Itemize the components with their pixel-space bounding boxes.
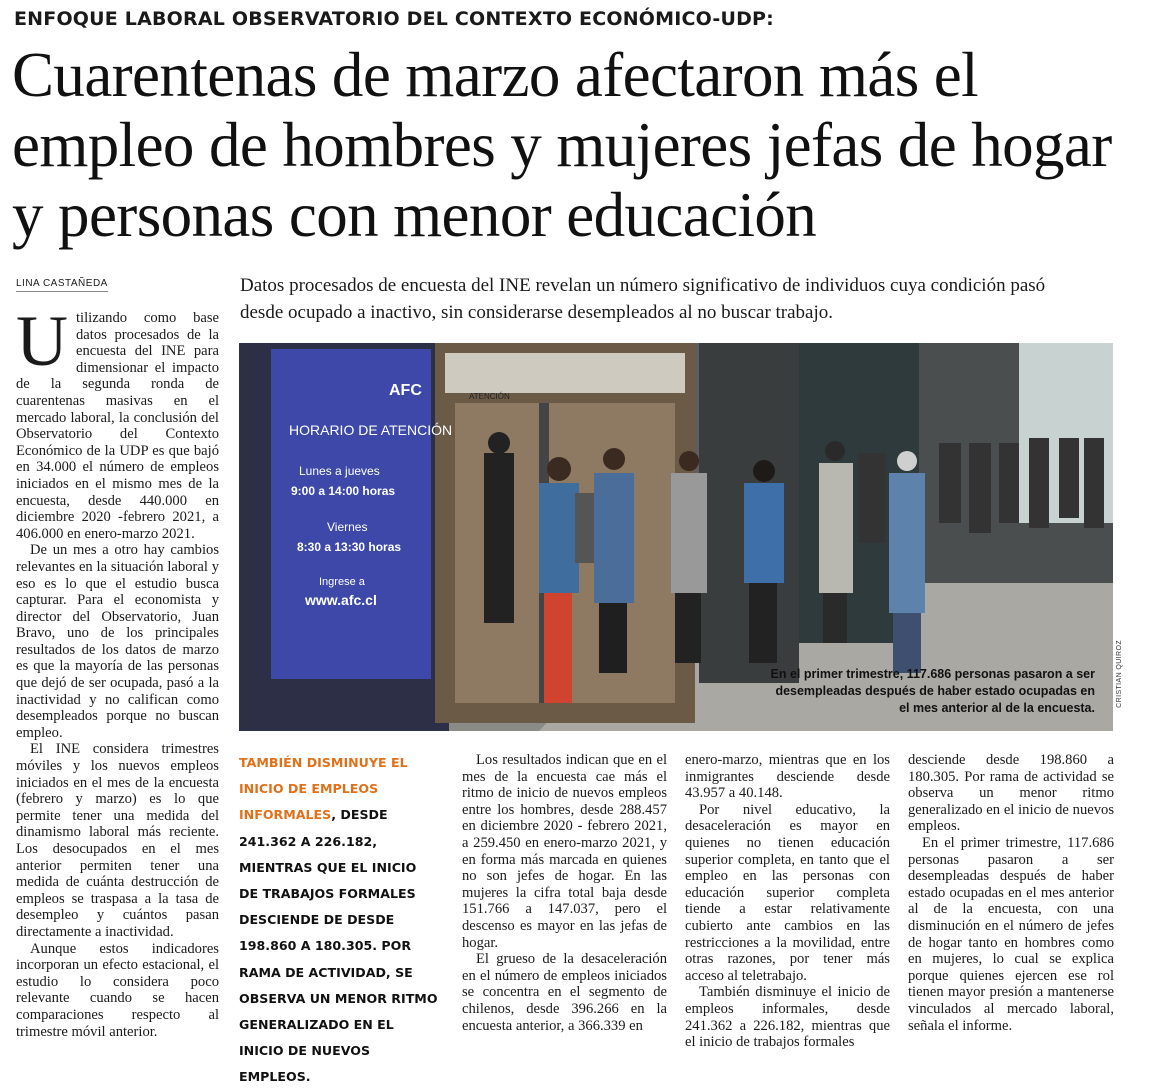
paragraph: De un mes a otro hay cambios relevantes en la situación laboral y eso es lo que el estudio busca capturar. Para el economista y director del Observatorio, Juan Bravo, uno de los principales resultados de los datos de marzo es que la mayoría de las personas que dejó de ser ocupada, pasó a la inactividad y no califican como desempleados porque no buscan empleo.	[16, 542, 219, 741]
sign-days-1: Lunes a jueves	[299, 464, 380, 478]
paragraph: desciende desde 198.860 a 180.305. Por rama de actividad se observa un menor ritmo generalizado en el inicio de nuevos empleos.	[908, 752, 1114, 835]
sign-web-label: Ingrese a	[319, 576, 365, 588]
column-5	[908, 752, 1114, 1034]
afc-logo: AFC	[389, 382, 422, 399]
byline: LINA CASTAÑEDA	[16, 278, 108, 292]
column-4	[685, 752, 890, 1051]
deck: Datos procesados de encuesta del INE revelan un número significativo de individuos cuya condición pasó desde ocupado a inactivo, sin considerarse desempleados al no buscar trabajo.	[240, 275, 1046, 323]
pull-quote-text: , DESDE 241.362 A 226.182, MIENTRAS QUE EL INICIO DE TRABAJOS FORMALES DESCIENDE DE DESDE 198.860 A 180.305. POR RAMA DE ACTIVIDAD, SE OBSERVA UN MENOR RITMO GENERALIZADO EN EL INICIO DE NUEVOS EMPLEOS.	[239, 807, 438, 1085]
sign-web: www.afc.cl	[305, 592, 377, 608]
news-photo	[239, 343, 1113, 731]
column-3	[462, 752, 667, 1034]
paragraph: El grueso de la desaceleración en el número de empleos iniciados se concentra en el segmento de chilenos, desde 396.266 en la encuesta anterior, a 366.339 en	[462, 951, 667, 1034]
kicker: ENFOQUE LABORAL OBSERVATORIO DEL CONTEXTO ECONÓMICO-UDP:	[14, 8, 774, 30]
sign-hours-1: 9:00 a 14:00 horas	[291, 484, 396, 498]
paragraph: El INE considera trimestres móviles y los nuevos empleos iniciados en el mes de la encuesta (febrero y marzo) es lo que permite tener una medida del dinamismo laboral más reciente. Los desocupados en el mes anterior permiten tener una medida de cuánta destrucción de empleos se traspasa a la tasa de desempleo y cuántos pasan directamente a inactividad.	[16, 741, 219, 940]
paragraph	[16, 301, 219, 542]
paragraph-text: tilizando como base datos procesados de la encuesta del INE para dimensionar el impacto de la segunda ronda de cuarentenas masivas en el mercado laboral, la conclusión del Observatorio del Contexto Económico de la UDP es que bajó en 34.000 el número de empleos iniciados en el mismo mes de la encuesta, desde 440.000 en diciembre 2020 -febrero 2021, a 406.000 en enero-marzo 2021.	[16, 310, 219, 542]
headline: Cuarentenas de marzo afectaron más el empleo de hombres y mujeres jefas de hogar y personas con menor educación	[12, 40, 1112, 250]
pull-quote-accent: TAMBIÉN DISMINUYE EL INICIO DE EMPLEOS INFORMALES	[239, 755, 408, 823]
sign-hours-2: 8:30 a 13:30 horas	[297, 540, 402, 554]
door-sign-text: ATENCIÓN	[469, 392, 510, 401]
dropcap: U	[16, 301, 68, 381]
photo-caption: En el primer trimestre, 117.686 personas pasaron a ser desempleadas después de haber estado ocupadas en el mes anterior al de la encuesta.	[770, 667, 1095, 715]
paragraph: Los resultados indican que en el mes de la encuesta cae más el ritmo de inicio de nuevos empleos entre los hombres, desde 288.457 en diciembre 2020 - febrero 2021, a 259.450 en enero-marzo 2021, y en forma más marcada en quienes no son jefes de hogar. En las mujeres la cifra total baja desde 151.766 a 147.037, pero el descenso es mayor en las jefas de hogar.	[462, 752, 667, 951]
paragraph: En el primer trimestre, 117.686 personas pasaron a ser desempleadas después de haber estado ocupadas en el mes anterior al de la encuesta, con una disminución en el número de jefes de hogar tanto en hombres como en mujeres, lo cual se explica porque quienes ejercen ese rol tienen mayor presión a mantenerse vinculados al mercado laboral, señala el informe.	[908, 834, 1114, 1034]
pull-quote	[239, 750, 439, 1091]
column-1	[16, 301, 219, 1040]
sign-days-2: Viernes	[327, 520, 368, 534]
paragraph: Por nivel educativo, la desaceleración es mayor en quienes no tienen educación superior completa, en tanto que el empleo en las personas con educación superior completa tiende a estar relativamente cubierto ante cambios en las restricciones a la movilidad, entre otras razones, por tener más acceso al teletrabajo.	[685, 801, 890, 984]
paragraph: También disminuye el inicio de empleos informales, desde 241.362 a 226.182, mientras que el inicio de trabajos formales	[685, 984, 890, 1051]
sign-title: HORARIO DE ATENCIÓN	[289, 422, 453, 438]
paragraph: enero-marzo, mientras que en los inmigrantes desciende desde 43.957 a 40.148.	[685, 752, 890, 802]
photo-credit: CRISTIAN QUIROZ	[1116, 640, 1123, 708]
paragraph: Aunque estos indicadores incorporan un efecto estacional, el estudio lo considera poco relevante cuando se hacen comparaciones respecto al trimestre móvil anterior.	[16, 940, 219, 1040]
